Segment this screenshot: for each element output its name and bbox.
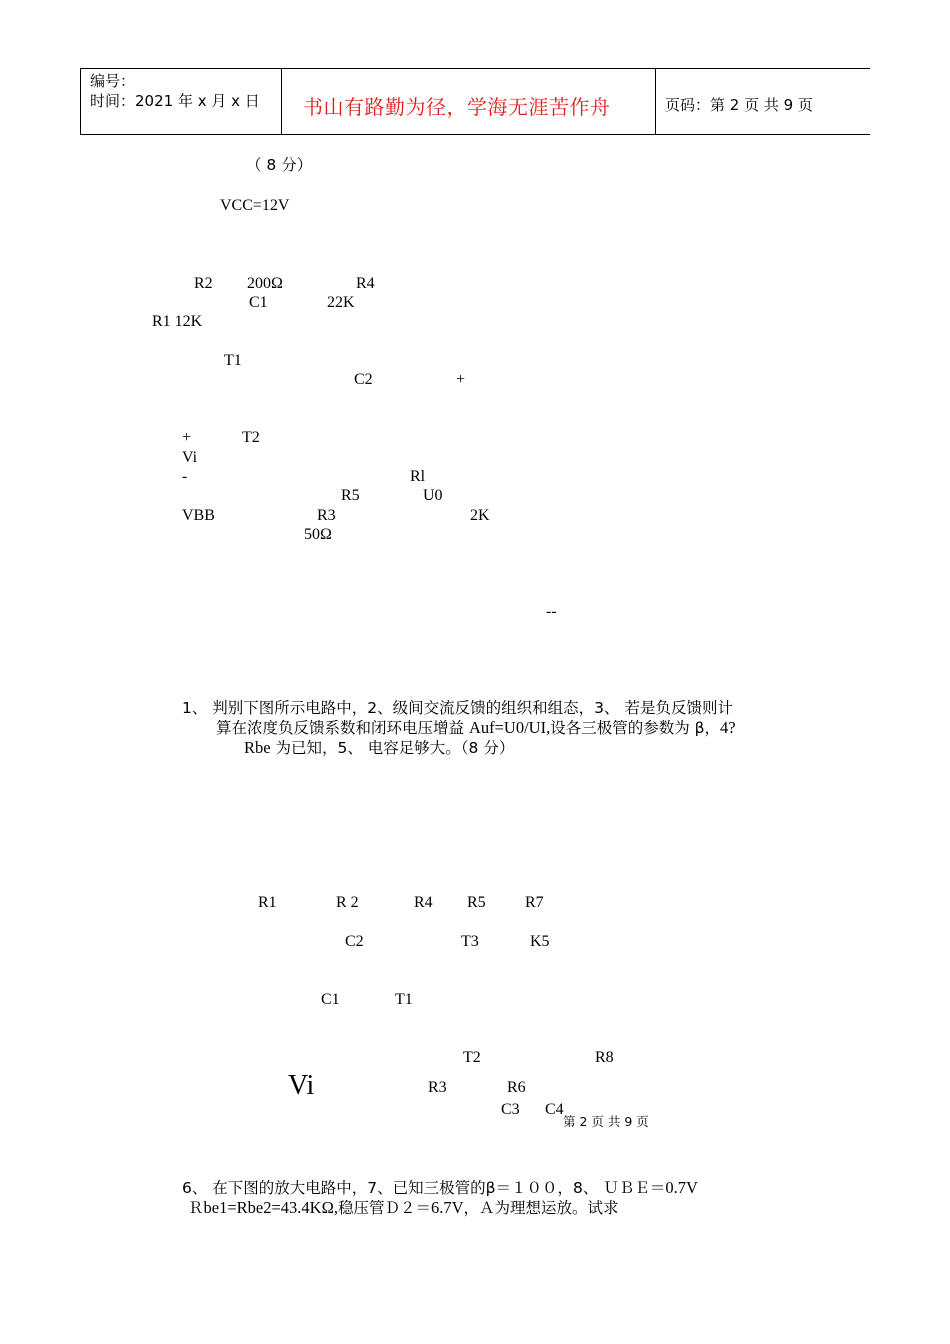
question-text: 1、 判别下图所示电路中，2、级间交流反馈的组织和组态，3、 若是负反馈则计 xyxy=(182,699,733,717)
component-label: R7 xyxy=(525,894,544,911)
component-label: T2 xyxy=(242,429,260,446)
vcc-label: VCC=12V xyxy=(220,197,290,214)
formula-text: Auf=U0/UI, xyxy=(468,718,551,737)
question-text: 6、 在下图的放大电路中，7、已知三极管的β＝１００，8、 ＵＢＥ＝ xyxy=(182,1179,666,1197)
dash-mark: -- xyxy=(546,603,557,620)
component-label: R6 xyxy=(507,1079,526,1096)
component-value: 200Ω xyxy=(247,275,283,292)
component-label: T1 xyxy=(395,991,413,1008)
question-line xyxy=(182,698,733,718)
question-text: 稳压管Ｄ２＝ xyxy=(337,1199,431,1217)
header-motto: 书山有路勤为径，学海无涯苦作舟 xyxy=(303,95,611,119)
header-divider xyxy=(281,69,282,134)
component-label: R4 xyxy=(356,275,375,292)
formula-text: be1=Rbe2=43.4KΩ, xyxy=(203,1198,338,1217)
component-label: T1 xyxy=(224,352,242,369)
document-time-label: 时间：2021 年 x 月 x 日 xyxy=(90,92,260,110)
question-text: Ｒ xyxy=(188,1199,204,1217)
component-label: C3 xyxy=(501,1101,520,1118)
question-line xyxy=(188,1198,619,1218)
document-number-label: 编号： xyxy=(90,72,136,90)
component-label: R3 xyxy=(317,507,336,524)
component-label: R4 xyxy=(414,894,433,911)
question-line xyxy=(244,738,514,758)
question-line xyxy=(182,1178,698,1198)
header-divider xyxy=(655,69,656,134)
component-label: R8 xyxy=(595,1049,614,1066)
component-label: T3 xyxy=(461,933,479,950)
component-label: C2 xyxy=(345,933,364,950)
component-label: C2 xyxy=(354,371,373,388)
score-label: （ 8 分） xyxy=(246,156,313,174)
question-text: 4? xyxy=(720,718,736,737)
component-label: K5 xyxy=(530,933,550,950)
formula-text: Rbe xyxy=(244,738,271,757)
question-text: 算在浓度负反馈系数和闭环电压增益 xyxy=(216,719,469,737)
question-text: 设各三极管的参数为 β， xyxy=(550,719,721,737)
question-text: ，Ａ为理想运放。试求 xyxy=(463,1199,619,1217)
component-label: R5 xyxy=(467,894,486,911)
component-value: 2K xyxy=(470,507,490,524)
component-label: C4 xyxy=(545,1101,564,1118)
input-label: Vi xyxy=(182,449,198,466)
page-header xyxy=(80,68,870,135)
formula-text: 6.7V xyxy=(430,1198,464,1217)
component-label: R5 xyxy=(341,487,360,504)
input-label: Vi xyxy=(288,1070,315,1101)
question-line xyxy=(216,718,736,738)
component-label: R2 xyxy=(194,275,213,292)
polarity-label: + xyxy=(182,429,192,446)
source-label: VBB xyxy=(182,507,215,524)
component-label: R1 xyxy=(258,894,277,911)
polarity-label: - xyxy=(182,468,188,485)
component-label: T2 xyxy=(463,1049,481,1066)
component-label: C1 xyxy=(249,294,268,311)
question-text: 为已知，5、 电容足够大。（8 分） xyxy=(270,739,515,757)
component-label: C1 xyxy=(321,991,340,1008)
header-page-info: 页码：第 2 页 共 9 页 xyxy=(665,96,813,114)
component-label: R 2 xyxy=(336,894,359,911)
output-label: U0 xyxy=(423,487,443,504)
formula-text: 0.7V xyxy=(665,1178,698,1197)
component-value: 50Ω xyxy=(304,526,332,543)
footer-page-info: 第 2 页 共 9 页 xyxy=(563,1114,649,1129)
component-label: Rl xyxy=(410,468,426,485)
component-value: 22K xyxy=(327,294,355,311)
polarity-label: + xyxy=(456,371,466,388)
component-label: R3 xyxy=(428,1079,447,1096)
component-label: R1 12K xyxy=(152,313,203,330)
